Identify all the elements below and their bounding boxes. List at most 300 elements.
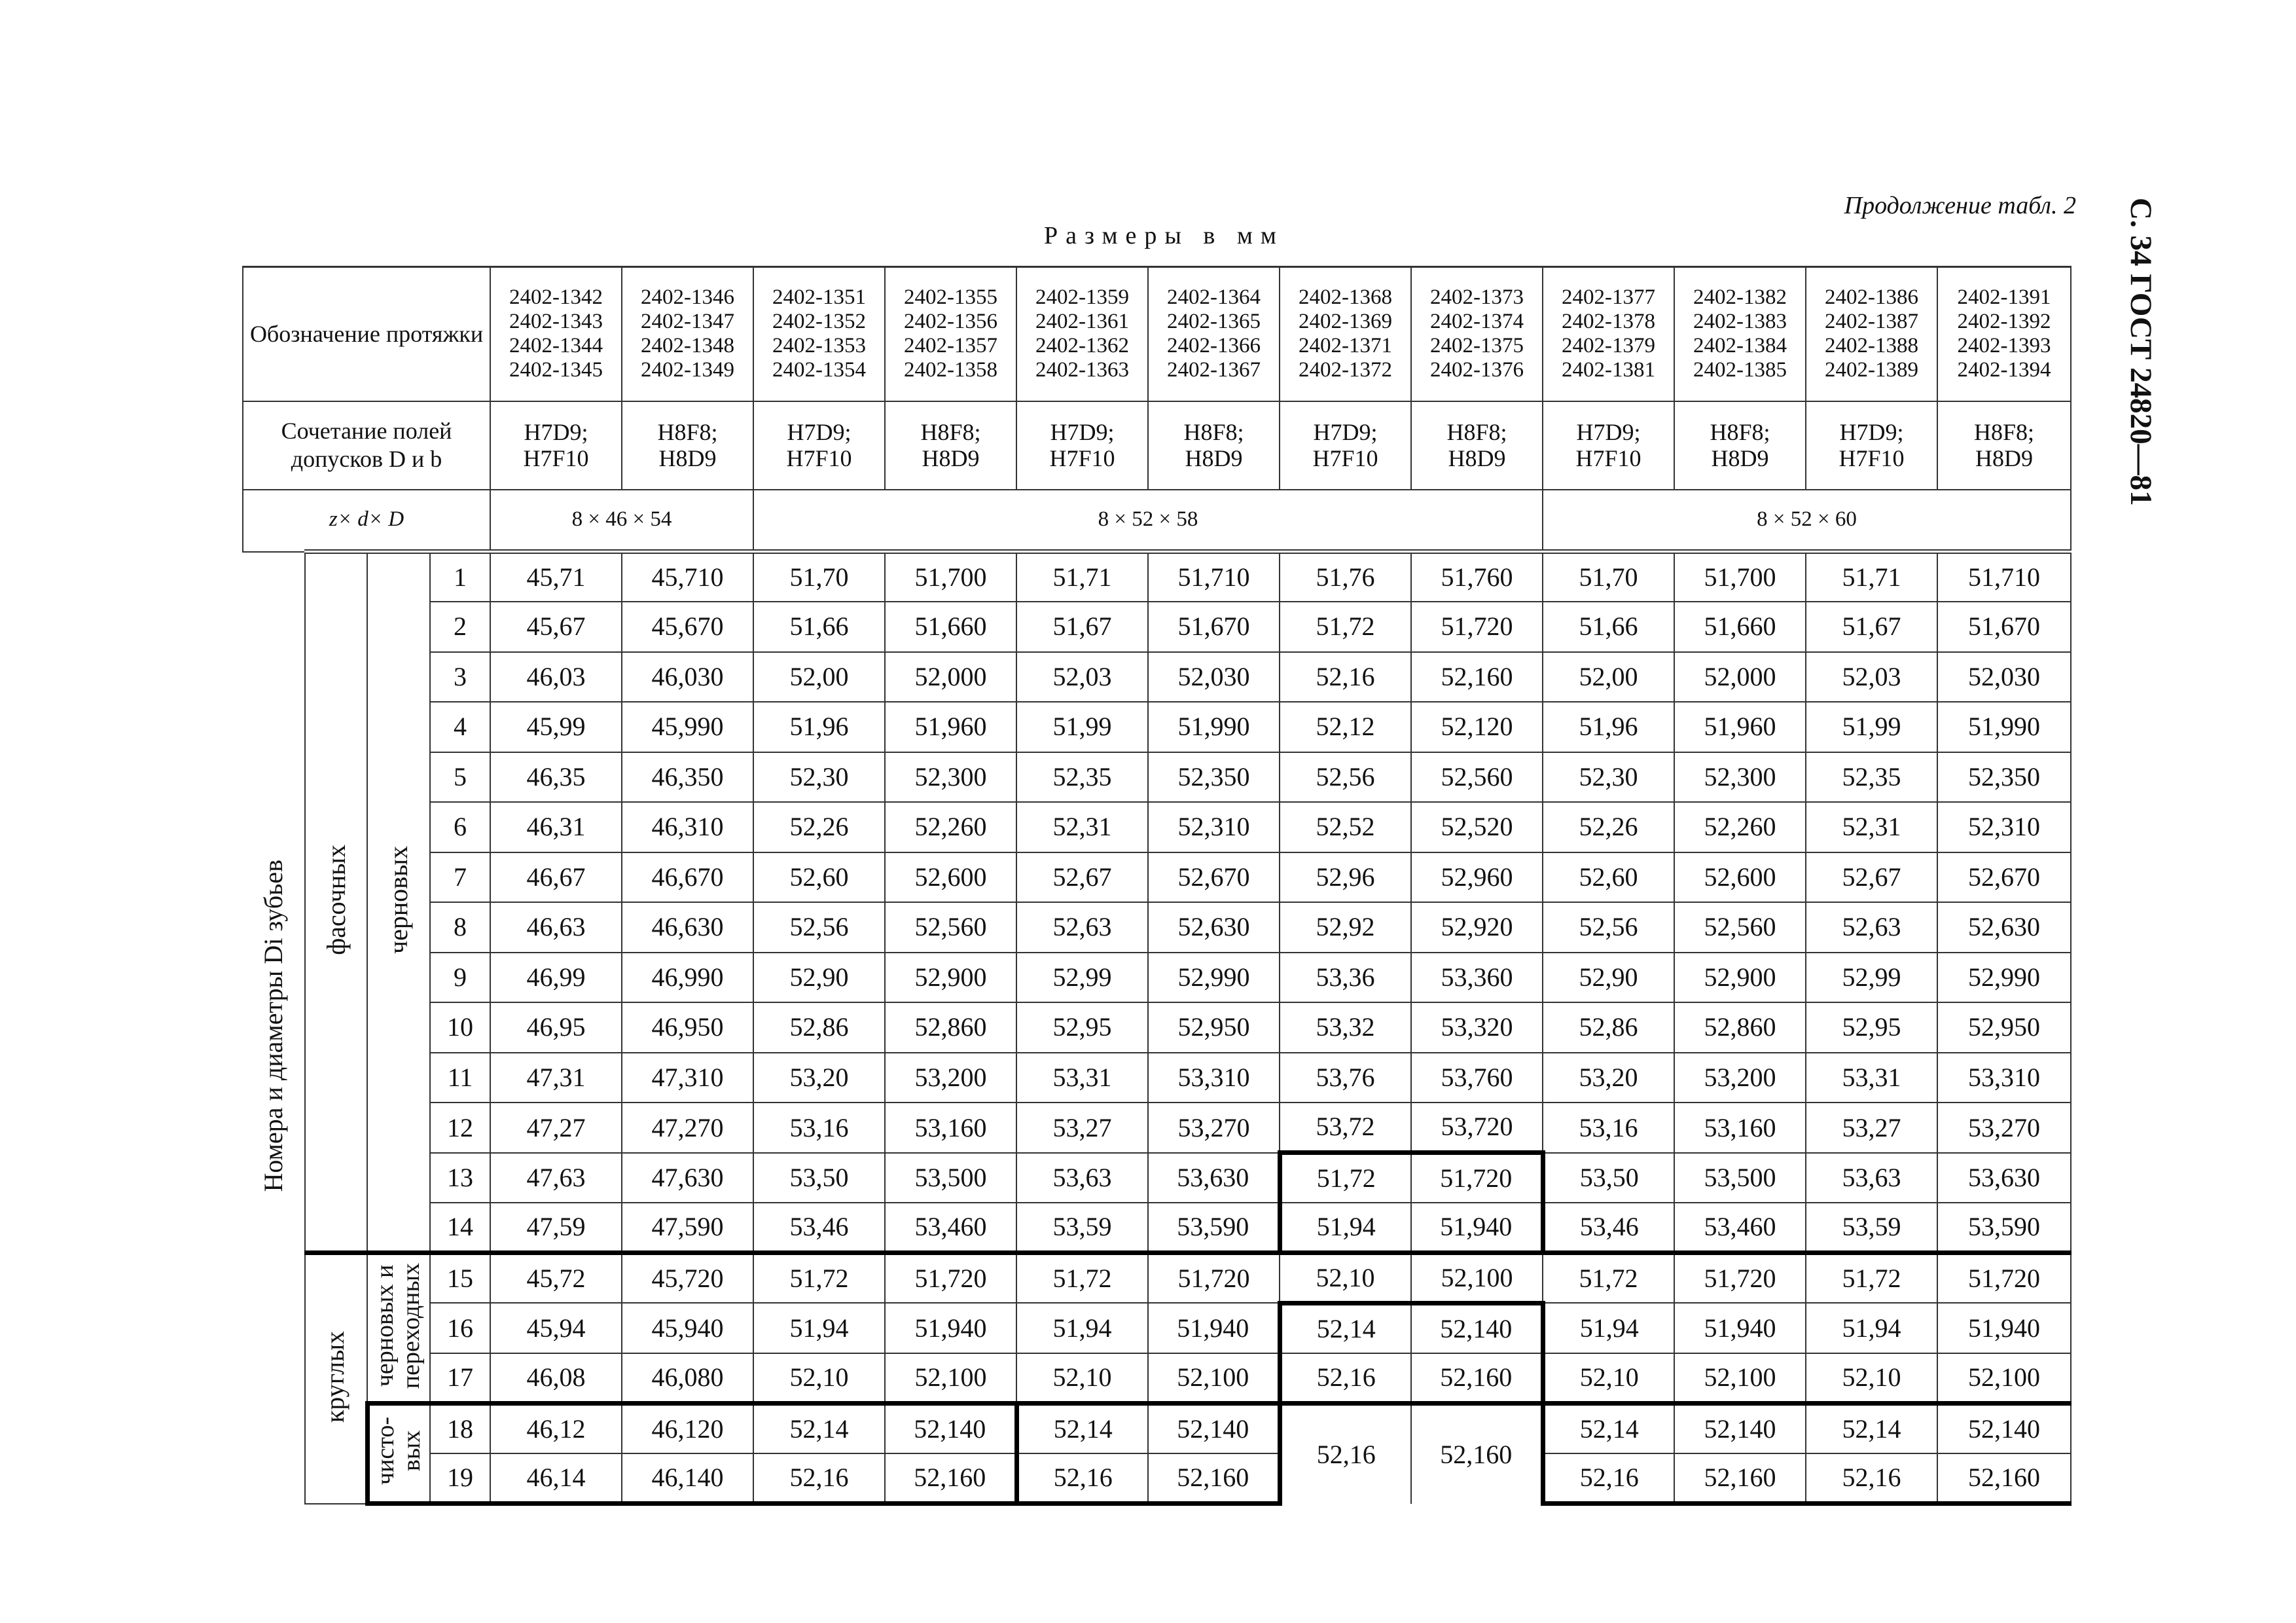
diameter-value: 53,590 xyxy=(1148,1203,1280,1253)
diameter-value: 46,030 xyxy=(622,652,753,702)
diameter-value: 52,560 xyxy=(1411,752,1543,803)
diameter-value: 47,31 xyxy=(490,1053,622,1103)
designation-codes xyxy=(490,267,622,401)
designation-code: 2402-1384 xyxy=(1693,334,1787,358)
diameter-value: 52,10 xyxy=(1806,1353,1937,1404)
diameter-value: 52,160 xyxy=(1674,1453,1806,1504)
diameter-value: 53,32 xyxy=(1280,1002,1411,1053)
diameter-value: 51,700 xyxy=(885,552,1016,602)
diameter-value: 52,10 xyxy=(1280,1253,1411,1304)
group-round xyxy=(305,1253,367,1504)
diameter-value: 52,16 xyxy=(1280,1403,1411,1503)
diameter-value: 51,990 xyxy=(1148,702,1280,752)
tooth-number: 15 xyxy=(430,1253,490,1304)
designation-code: 2402-1348 xyxy=(641,334,735,358)
diameter-value: 52,95 xyxy=(1806,1002,1937,1053)
designation-code: 2402-1346 xyxy=(641,285,735,310)
diameter-value: 51,94 xyxy=(753,1303,885,1353)
diameter-value: 45,72 xyxy=(490,1253,622,1304)
sub-label: черновых xyxy=(384,846,413,955)
tooth-number: 2 xyxy=(430,602,490,652)
tolerance-value: H8D9 xyxy=(658,445,717,472)
designation-code: 2402-1349 xyxy=(641,358,735,382)
diameter-value: 52,10 xyxy=(753,1353,885,1404)
diameter-value: 53,270 xyxy=(1937,1103,2071,1153)
designation-codes xyxy=(1543,267,1674,401)
diameter-value: 53,160 xyxy=(885,1103,1016,1153)
diameter-value: 47,59 xyxy=(490,1203,622,1253)
tolerance-value: H8D9 xyxy=(1448,445,1506,472)
diameter-value: 51,66 xyxy=(753,602,885,652)
tolerance-value: H8F8; xyxy=(1446,418,1507,445)
diameter-value: 47,630 xyxy=(622,1153,753,1203)
diameter-value: 52,14 xyxy=(1543,1403,1674,1453)
diameter-value: 51,960 xyxy=(1674,702,1806,752)
tolerance-value: H8F8; xyxy=(920,418,981,445)
diameter-value: 52,90 xyxy=(1543,953,1674,1003)
tolerance-value: H8F8; xyxy=(1710,418,1770,445)
diameter-value: 52,96 xyxy=(1280,852,1411,903)
tolerance-cell xyxy=(490,401,622,490)
diameter-value: 52,16 xyxy=(1806,1453,1937,1504)
diameter-value: 52,92 xyxy=(1280,902,1411,953)
designation-code: 2402-1359 xyxy=(1035,285,1130,310)
sub-finish xyxy=(367,1403,430,1503)
tooth-number: 13 xyxy=(430,1153,490,1203)
designation-code: 2402-1364 xyxy=(1167,285,1261,310)
designation-code: 2402-1387 xyxy=(1825,310,1919,334)
designation-header: Обозначение протяжки xyxy=(243,267,490,401)
designation-code: 2402-1345 xyxy=(509,358,603,382)
designation-codes xyxy=(1016,267,1148,401)
designation-code: 2402-1367 xyxy=(1167,358,1261,382)
broach-dimensions-table xyxy=(242,266,2072,1506)
diameter-value: 52,160 xyxy=(1937,1453,2071,1504)
designation-code: 2402-1381 xyxy=(1562,358,1656,382)
diameter-value: 52,600 xyxy=(1674,852,1806,903)
diameter-value: 52,160 xyxy=(1411,1353,1543,1404)
diameter-value: 51,94 xyxy=(1543,1303,1674,1353)
diameter-value: 52,14 xyxy=(1016,1403,1148,1453)
diameter-value: 53,200 xyxy=(1674,1053,1806,1103)
tooth-number: 14 xyxy=(430,1203,490,1253)
tolerance-value: H7F10 xyxy=(1312,445,1378,472)
designation-codes xyxy=(1411,267,1543,401)
tolerance-cell xyxy=(1674,401,1806,490)
diameter-value: 51,99 xyxy=(1016,702,1148,752)
diameter-value: 46,12 xyxy=(490,1403,622,1453)
side-label-text: Номера и диаметры Di зубьев xyxy=(259,859,288,1192)
diameter-value: 52,030 xyxy=(1148,652,1280,702)
designation-codes xyxy=(622,267,753,401)
tolerance-header: Сочетание полей допусков D и b xyxy=(243,401,490,490)
diameter-value: 53,46 xyxy=(753,1203,885,1253)
diameter-value: 51,72 xyxy=(1280,602,1411,652)
diameter-value: 52,67 xyxy=(1806,852,1937,903)
diameter-value: 52,900 xyxy=(885,953,1016,1003)
diameter-value: 52,920 xyxy=(1411,902,1543,953)
diameter-value: 52,03 xyxy=(1806,652,1937,702)
designation-code: 2402-1371 xyxy=(1299,334,1393,358)
diameter-value: 52,520 xyxy=(1411,802,1543,852)
diameter-value: 52,140 xyxy=(1674,1403,1806,1453)
diameter-value: 46,310 xyxy=(622,802,753,852)
designation-code: 2402-1357 xyxy=(904,334,998,358)
diameter-value: 53,27 xyxy=(1016,1103,1148,1153)
diameter-value: 52,670 xyxy=(1148,852,1280,903)
designation-code: 2402-1379 xyxy=(1562,334,1656,358)
tolerance-value: H7D9; xyxy=(1313,418,1378,445)
diameter-value: 51,96 xyxy=(1543,702,1674,752)
diameter-value: 52,26 xyxy=(1543,802,1674,852)
designation-code: 2402-1393 xyxy=(1957,334,2051,358)
diameter-value: 52,56 xyxy=(753,902,885,953)
tooth-number: 17 xyxy=(430,1353,490,1404)
diameter-value: 52,63 xyxy=(1016,902,1148,953)
diameter-value: 53,760 xyxy=(1411,1053,1543,1103)
page-header: С. 34 ГОСТ 24820—81 xyxy=(2124,198,2158,506)
tolerance-value: H8D9 xyxy=(1711,445,1769,472)
diameter-value: 52,670 xyxy=(1937,852,2071,903)
diameter-value: 53,310 xyxy=(1148,1053,1280,1103)
diameter-value: 51,670 xyxy=(1937,602,2071,652)
tooth-number: 3 xyxy=(430,652,490,702)
diameter-value: 51,700 xyxy=(1674,552,1806,602)
diameter-value: 53,200 xyxy=(885,1053,1016,1103)
diameter-value: 52,14 xyxy=(753,1403,885,1453)
diameter-value: 52,35 xyxy=(1806,752,1937,803)
diameter-value: 46,35 xyxy=(490,752,622,803)
diameter-value: 51,72 xyxy=(1543,1253,1674,1304)
designation-code: 2402-1352 xyxy=(772,310,867,334)
diameter-value: 52,56 xyxy=(1280,752,1411,803)
diameter-value: 52,35 xyxy=(1016,752,1148,803)
diameter-value: 53,720 xyxy=(1411,1103,1543,1153)
designation-code: 2402-1383 xyxy=(1693,310,1787,334)
diameter-value: 45,99 xyxy=(490,702,622,752)
tolerance-cell xyxy=(1806,401,1937,490)
diameter-value: 46,630 xyxy=(622,902,753,953)
diameter-value: 52,990 xyxy=(1148,953,1280,1003)
diameter-value: 46,080 xyxy=(622,1353,753,1404)
diameter-value: 45,94 xyxy=(490,1303,622,1353)
diameter-value: 52,960 xyxy=(1411,852,1543,903)
tooth-number: 12 xyxy=(430,1103,490,1153)
designation-codes xyxy=(1806,267,1937,401)
sub-label-line: чисто- xyxy=(372,1417,400,1486)
diameter-value: 52,12 xyxy=(1280,702,1411,752)
diameter-value: 45,71 xyxy=(490,552,622,602)
designation-code: 2402-1369 xyxy=(1299,310,1393,334)
diameter-value: 51,67 xyxy=(1806,602,1937,652)
diameter-value: 51,72 xyxy=(1806,1253,1937,1304)
diameter-value: 53,500 xyxy=(1674,1153,1806,1203)
diameter-value: 53,160 xyxy=(1674,1103,1806,1153)
tooth-number: 5 xyxy=(430,752,490,803)
designation-code: 2402-1361 xyxy=(1035,310,1130,334)
designation-code: 2402-1362 xyxy=(1035,334,1130,358)
diameter-value: 52,86 xyxy=(753,1002,885,1053)
diameter-value: 51,66 xyxy=(1543,602,1674,652)
designation-code: 2402-1389 xyxy=(1825,358,1919,382)
diameter-value: 53,36 xyxy=(1280,953,1411,1003)
tooth-number: 10 xyxy=(430,1002,490,1053)
diameter-value: 52,310 xyxy=(1937,802,2071,852)
diameter-value: 46,31 xyxy=(490,802,622,852)
diameter-value: 46,950 xyxy=(622,1002,753,1053)
diameter-value: 52,630 xyxy=(1148,902,1280,953)
diameter-value: 53,630 xyxy=(1937,1153,2071,1203)
diameter-value: 52,860 xyxy=(1674,1002,1806,1053)
designation-code: 2402-1347 xyxy=(641,310,735,334)
diameter-value: 52,60 xyxy=(753,852,885,903)
tooth-number: 11 xyxy=(430,1053,490,1103)
designation-codes xyxy=(1280,267,1411,401)
diameter-value: 52,60 xyxy=(1543,852,1674,903)
diameter-value: 52,00 xyxy=(1543,652,1674,702)
tolerance-cell xyxy=(885,401,1016,490)
diameter-value: 51,71 xyxy=(1016,552,1148,602)
designation-code: 2402-1351 xyxy=(772,285,867,310)
designation-code: 2402-1378 xyxy=(1562,310,1656,334)
tooth-number: 19 xyxy=(430,1453,490,1504)
units-caption: Размеры в мм xyxy=(1044,222,1284,249)
diameter-value: 53,500 xyxy=(885,1153,1016,1203)
tolerance-value: H7F10 xyxy=(786,445,852,472)
group-label: круглых xyxy=(320,1330,350,1423)
diameter-value: 45,720 xyxy=(622,1253,753,1304)
diameter-value: 52,900 xyxy=(1674,953,1806,1003)
diameter-value: 52,140 xyxy=(1411,1303,1543,1353)
diameter-value: 52,860 xyxy=(885,1002,1016,1053)
tolerance-value: H8D9 xyxy=(922,445,980,472)
tooth-number: 1 xyxy=(430,552,490,602)
tolerance-value: H7F10 xyxy=(523,445,589,472)
tolerance-cell xyxy=(622,401,753,490)
diameter-value: 52,52 xyxy=(1280,802,1411,852)
diameter-value: 51,76 xyxy=(1280,552,1411,602)
diameter-value: 52,90 xyxy=(753,953,885,1003)
diameter-value: 52,950 xyxy=(1937,1002,2071,1053)
diameter-value: 45,670 xyxy=(622,602,753,652)
diameter-value: 53,460 xyxy=(1674,1203,1806,1253)
diameter-value: 52,000 xyxy=(885,652,1016,702)
diameter-value: 51,670 xyxy=(1148,602,1280,652)
diameter-value: 45,710 xyxy=(622,552,753,602)
diameter-value: 52,95 xyxy=(1016,1002,1148,1053)
designation-code: 2402-1386 xyxy=(1825,285,1919,310)
diameter-value: 46,670 xyxy=(622,852,753,903)
diameter-value: 52,30 xyxy=(753,752,885,803)
diameter-value: 51,940 xyxy=(1411,1203,1543,1253)
tolerance-value: H7D9; xyxy=(1050,418,1115,445)
diameter-value: 51,710 xyxy=(1148,552,1280,602)
diameter-value: 53,360 xyxy=(1411,953,1543,1003)
diameter-value: 51,99 xyxy=(1806,702,1937,752)
diameter-value: 52,16 xyxy=(1280,652,1411,702)
sub-label-line: черновых и xyxy=(371,1264,399,1387)
diameter-value: 51,940 xyxy=(1148,1303,1280,1353)
tolerance-cell xyxy=(1016,401,1148,490)
diameter-value: 52,16 xyxy=(1016,1453,1148,1504)
designation-code: 2402-1354 xyxy=(772,358,867,382)
diameter-value: 52,16 xyxy=(753,1453,885,1504)
diameter-value: 52,31 xyxy=(1016,802,1148,852)
designation-code: 2402-1372 xyxy=(1299,358,1393,382)
diameter-value: 52,99 xyxy=(1016,953,1148,1003)
diameter-value: 52,950 xyxy=(1148,1002,1280,1053)
side-label-main xyxy=(243,552,305,1504)
diameter-value: 53,16 xyxy=(1543,1103,1674,1153)
designation-code: 2402-1391 xyxy=(1957,285,2051,310)
diameter-value: 52,31 xyxy=(1806,802,1937,852)
diameter-value: 52,100 xyxy=(1674,1353,1806,1404)
diameter-value: 52,140 xyxy=(1937,1403,2071,1453)
diameter-value: 47,590 xyxy=(622,1203,753,1253)
diameter-value: 47,270 xyxy=(622,1103,753,1153)
designation-code: 2402-1368 xyxy=(1299,285,1393,310)
tooth-number: 16 xyxy=(430,1303,490,1353)
tolerance-cell xyxy=(1937,401,2071,490)
designation-codes xyxy=(885,267,1016,401)
diameter-value: 53,460 xyxy=(885,1203,1016,1253)
diameter-value: 52,560 xyxy=(885,902,1016,953)
designation-code: 2402-1385 xyxy=(1693,358,1787,382)
diameter-value: 47,310 xyxy=(622,1053,753,1103)
diameter-value: 51,70 xyxy=(1543,552,1674,602)
tolerance-value: H8D9 xyxy=(1185,445,1243,472)
diameter-value: 51,71 xyxy=(1806,552,1937,602)
designation-code: 2402-1373 xyxy=(1430,285,1524,310)
tolerance-value: H7D9; xyxy=(1839,418,1904,445)
diameter-value: 52,10 xyxy=(1543,1353,1674,1404)
diameter-value: 52,260 xyxy=(1674,802,1806,852)
tolerance-value: H7F10 xyxy=(1575,445,1641,472)
diameter-value: 51,94 xyxy=(1016,1303,1148,1353)
tolerance-value: H7D9; xyxy=(1576,418,1641,445)
diameter-value: 52,56 xyxy=(1543,902,1674,953)
diameter-value: 51,660 xyxy=(885,602,1016,652)
diameter-value: 46,03 xyxy=(490,652,622,702)
designation-code: 2402-1382 xyxy=(1693,285,1787,310)
zdD-header: z× d× D xyxy=(243,490,490,552)
diameter-value: 51,960 xyxy=(885,702,1016,752)
diameter-value: 51,940 xyxy=(1674,1303,1806,1353)
designation-code: 2402-1388 xyxy=(1825,334,1919,358)
diameter-value: 51,940 xyxy=(1937,1303,2071,1353)
tolerance-value: H7D9; xyxy=(787,418,852,445)
diameter-value: 52,350 xyxy=(1937,752,2071,803)
designation-code: 2402-1377 xyxy=(1562,285,1656,310)
designation-code: 2402-1344 xyxy=(509,334,603,358)
diameter-value: 51,70 xyxy=(753,552,885,602)
diameter-value: 53,72 xyxy=(1280,1103,1411,1153)
diameter-value: 52,16 xyxy=(1543,1453,1674,1504)
diameter-value: 52,350 xyxy=(1148,752,1280,803)
diameter-value: 51,720 xyxy=(1411,1153,1543,1203)
diameter-value: 46,67 xyxy=(490,852,622,903)
diameter-value: 52,03 xyxy=(1016,652,1148,702)
tolerance-value: H7F10 xyxy=(1839,445,1905,472)
diameter-value: 51,720 xyxy=(1937,1253,2071,1304)
diameter-value: 52,560 xyxy=(1674,902,1806,953)
diameter-value: 53,20 xyxy=(753,1053,885,1103)
diameter-value: 51,94 xyxy=(1806,1303,1937,1353)
diameter-value: 51,720 xyxy=(1411,602,1543,652)
diameter-value: 52,160 xyxy=(1411,1403,1543,1503)
tooth-number: 18 xyxy=(430,1403,490,1453)
diameter-value: 53,59 xyxy=(1016,1203,1148,1253)
diameter-value: 52,86 xyxy=(1543,1002,1674,1053)
diameter-value: 52,630 xyxy=(1937,902,2071,953)
diameter-value: 53,31 xyxy=(1016,1053,1148,1103)
diameter-value: 53,320 xyxy=(1411,1002,1543,1053)
diameter-value: 51,96 xyxy=(753,702,885,752)
diameter-value: 52,140 xyxy=(885,1403,1016,1453)
tolerance-cell xyxy=(1280,401,1411,490)
designation-code: 2402-1343 xyxy=(509,310,603,334)
diameter-value: 52,14 xyxy=(1806,1403,1937,1453)
size-label: 8 × 52 × 58 xyxy=(753,490,1543,552)
diameter-value: 52,26 xyxy=(753,802,885,852)
diameter-value: 52,14 xyxy=(1280,1303,1411,1353)
diameter-value: 46,350 xyxy=(622,752,753,803)
diameter-value: 53,76 xyxy=(1280,1053,1411,1103)
designation-code: 2402-1358 xyxy=(904,358,998,382)
diameter-value: 51,67 xyxy=(1016,602,1148,652)
diameter-value: 52,99 xyxy=(1806,953,1937,1003)
sub-rough-transitional xyxy=(367,1253,430,1404)
diameter-value: 46,990 xyxy=(622,953,753,1003)
tolerance-cell xyxy=(1148,401,1280,490)
tolerance-value: H8F8; xyxy=(1183,418,1244,445)
diameter-value: 52,300 xyxy=(1674,752,1806,803)
diameter-value: 52,140 xyxy=(1148,1403,1280,1453)
diameter-value: 45,940 xyxy=(622,1303,753,1353)
designation-code: 2402-1366 xyxy=(1167,334,1261,358)
diameter-value: 51,720 xyxy=(1148,1253,1280,1304)
designation-codes xyxy=(753,267,885,401)
tooth-number: 4 xyxy=(430,702,490,752)
diameter-value: 53,270 xyxy=(1148,1103,1280,1153)
diameter-value: 52,160 xyxy=(1148,1453,1280,1504)
tolerance-value: H7D9; xyxy=(524,418,588,445)
diameter-value: 53,31 xyxy=(1806,1053,1937,1103)
diameter-value: 46,99 xyxy=(490,953,622,1003)
sub-label-line: вых xyxy=(398,1431,426,1472)
designation-code: 2402-1374 xyxy=(1430,310,1524,334)
diameter-value: 46,14 xyxy=(490,1453,622,1504)
diameter-value: 51,710 xyxy=(1937,552,2071,602)
diameter-value: 53,63 xyxy=(1016,1153,1148,1203)
tolerance-cell xyxy=(1543,401,1674,490)
diameter-value: 52,00 xyxy=(753,652,885,702)
diameter-value: 53,310 xyxy=(1937,1053,2071,1103)
diameter-value: 53,590 xyxy=(1937,1203,2071,1253)
diameter-value: 52,260 xyxy=(885,802,1016,852)
designation-code: 2402-1355 xyxy=(904,285,998,310)
diameter-value: 51,720 xyxy=(1674,1253,1806,1304)
tooth-number: 9 xyxy=(430,953,490,1003)
tolerance-cell xyxy=(1411,401,1543,490)
diameter-value: 51,660 xyxy=(1674,602,1806,652)
diameter-value: 52,160 xyxy=(1411,652,1543,702)
diameter-value: 46,95 xyxy=(490,1002,622,1053)
designation-code: 2402-1394 xyxy=(1957,358,2051,382)
designation-codes xyxy=(1148,267,1280,401)
tooth-number: 8 xyxy=(430,902,490,953)
designation-code: 2402-1375 xyxy=(1430,334,1524,358)
